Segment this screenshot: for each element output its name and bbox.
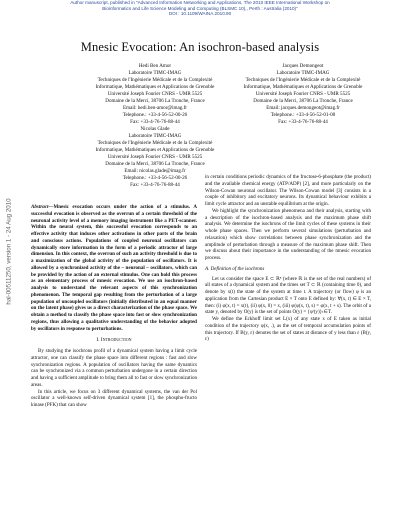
- abstract-label: Abstract: [31, 204, 49, 210]
- author-line: Laboratoire TIMC-IMAG: [128, 70, 182, 77]
- author-fax: Fax: +33-4-76-76-88-44: [130, 182, 180, 189]
- author-email: Email: hedi.ben-amor@imag.fr: [123, 105, 187, 112]
- author-block-1: [80, 63, 230, 126]
- banner-doi: DOI : 10.1109/WAINA.2010.90: [168, 11, 232, 17]
- author-line: Informatique, Mathématiques et Applications de Grenoble: [95, 147, 215, 154]
- body-paragraph: in certain conditions periodic dynamics of the fructose-6-phosphate (the product) and the available chemical energy (ATP/ADP) [2], and more particularly on the Wilson-Cowan neuronal oscillator. The Wilson-Cowan model [3] consists in a couple of inhibitory and excitatory neurons. Its dynamical behaviour exhibits a limit cycle attractor and an unstable equilibrium at the origin.: [205, 174, 371, 207]
- author-phone: Telephone.: +33-4-56-52-00-26: [122, 112, 188, 119]
- author-fax: Fax: +33-4-76-76-88-44: [130, 119, 180, 126]
- definition-paragraph: We define the Eckhoff limit set L(x) of any state x of E taken as initial condition of the trajectory φ(x, .), as the set of temporal accumulation points of this trajectory. If B(y, ε) denotes the set of states at distance of y less than ε (B(y, ε): [205, 316, 371, 343]
- section-heading-introduction: I. Introduction: [96, 337, 132, 344]
- paper-title: Mnesic Evocation: An isochron-based analysis: [80, 40, 320, 54]
- author-email: Email: jacques.demongeot@imag.fr: [266, 105, 340, 112]
- author-block-2: [238, 63, 368, 126]
- author-line: Informatique, Mathématiques et Applications de Grenoble: [95, 84, 215, 91]
- abstract-text: —Mnesic evocation occurs under the action of a stimulus. A successful evocation is observed as the overrun of a certain threshold of the neuronal activity level of a memory imaging instrument like a PET-scanner. Within the neural system, this successful evocation corresponds to an effective activity that induces other activations in other parts of the brain and conscious actions. Populations of coupled neuronal oscillators can dynamically store information in the form of a periodic attractor of large dimension. In this context, the overrun of such an activity threshold is due to a maximization of the global activity of the population of oscillators. It is allowed by a synchronized activity of the – neuronal – oscillators, which can be provided by the action of an external stimulus. One can hold this process as an elementary process of mnesic evocation. We use an isochron-based analysis to understand the relevant aspects of this synchronization phenomenon. The temporal gap resulting from the perturbation of a large population of uncoupled oscillators (initially distributed in an equal manner on the latent phase) gives us a direct characterization of the phase space. We obtain a method to classify the phase space into fast or slow synchronization regions, thus allowing a qualitative understanding of the behavior adopted by oscillators in response to perturbations.: [31, 204, 197, 332]
- author-phone: Telephone.: +33-4-56-52-01-08: [270, 112, 336, 119]
- author-email: Email: nicolas.glade@imag.fr: [124, 168, 186, 175]
- author-line: Informatique, Mathématiques et Applications de Grenoble: [243, 84, 363, 91]
- author-phone: Telephone.: +33-4-56-52-00-26: [122, 175, 188, 182]
- author-line: Techniques de l'Ingénierie Médicale et de la Complexité: [97, 140, 213, 147]
- author-line: Université Joseph Fourier CNRS - UMR 5525: [107, 91, 203, 98]
- author-fax: Fax: +33-4-76-76-88-44: [278, 119, 328, 126]
- publication-banner: [0, 0, 400, 17]
- banner-line-2: Bioinformatics and Life Science Modeling and Computing (BLSMC 10),, Perth : Australia (2010)": [102, 5, 298, 11]
- definition-paragraph: Let us consider the space E ⊂ ℝⁿ (where ℝ is the set of the real numbers) of all states of a dynamical system and the times set T ⊂ ℝ (containing time 0), and denote by x(t) the state of the system at time t. A trajectory (or flow) φ is an application from the Cartesian product E × T onto E defined by: ∀(x, t) ∈ E × T, then: (i) φ(x, t) = x(t), (ii) φ(x, 0) = x, (iii) φ(φ(x, t), s) = φ(x, t + s). The orbit of a state y, denoted by O(y) is the set of points O(y) = {φᵗ(y)}ₜ∈T.: [205, 275, 371, 316]
- author-name: Nicolas Glade: [140, 126, 170, 132]
- right-column: [205, 174, 371, 343]
- hal-sidebar: [0, 190, 18, 320]
- author-line: Domaine de la Merci, 38706 La Tronche, France: [253, 98, 353, 105]
- banner-line-1: Author manuscript, published in "Advanced Information Networking and Applications, The 2010 IEEE International Workshop on: [70, 0, 330, 5]
- author-line: Université Joseph Fourier CNRS - UMR 5525: [107, 154, 203, 161]
- left-column: [31, 204, 197, 409]
- body-paragraph: We highlight the synchronization phenomena and their analysis, starting with a description of the isochron-based analysis and the maximum phase shift analysis. We determine the isochrons of the limit cycles of these systems in their whole phase spaces. Then we perform several simulations (perturbation and relaxation) which show correlations between phase synchronization and the amplitude of perturbation through a measure of the maximum phase shift. Then we discuss about their importance in the understanding of the mnesic evocation process.: [205, 207, 371, 261]
- hal-id: hal-00511250, version 1 - 24 Aug 2010: [5, 198, 13, 305]
- subsection-heading-isochrons: A. Definition of the isochrons: [205, 265, 265, 272]
- intro-paragraph: By studying the isochrons profil of a dynamical system having a limit cycle attractor, one can classify the phase space into different regions : fast and slow synchronization regions. A population of oscillators having the same dynamics can be synchronized via a common perturbation undergone in a certain direction and having a sufficient amplitude to bring them all to fast or slow synchronization areas.: [31, 348, 197, 388]
- abstract: [31, 204, 197, 332]
- author-line: Domaine de la Merci, 38706 La Tronche, France: [105, 98, 205, 105]
- author-line: Laboratoire TIMC-IMAG: [276, 70, 330, 77]
- author-line: Techniques de l'Ingénierie Médicale et de la Complexité: [245, 77, 361, 84]
- author-line: Techniques de l'Ingénierie Médicale et de la Complexité: [97, 77, 213, 84]
- author-line: Laboratoire TIMC-IMAG: [128, 133, 182, 140]
- author-name: Jacques Demongeot: [282, 63, 324, 69]
- author-line: Université Joseph Fourier CNRS - UMR 5525: [255, 91, 351, 98]
- author-name: Hedi Ben Amor: [138, 63, 172, 69]
- intro-paragraph: In this article, we focus on 3 different dynamical systems, the van der Pol oscillator a well-known self-driven dynamical system [1], the phospho-fructo kinase (PFK) that can show: [31, 388, 197, 408]
- author-line: Domaine de la Merci, 38706 La Tronche, France: [105, 161, 205, 168]
